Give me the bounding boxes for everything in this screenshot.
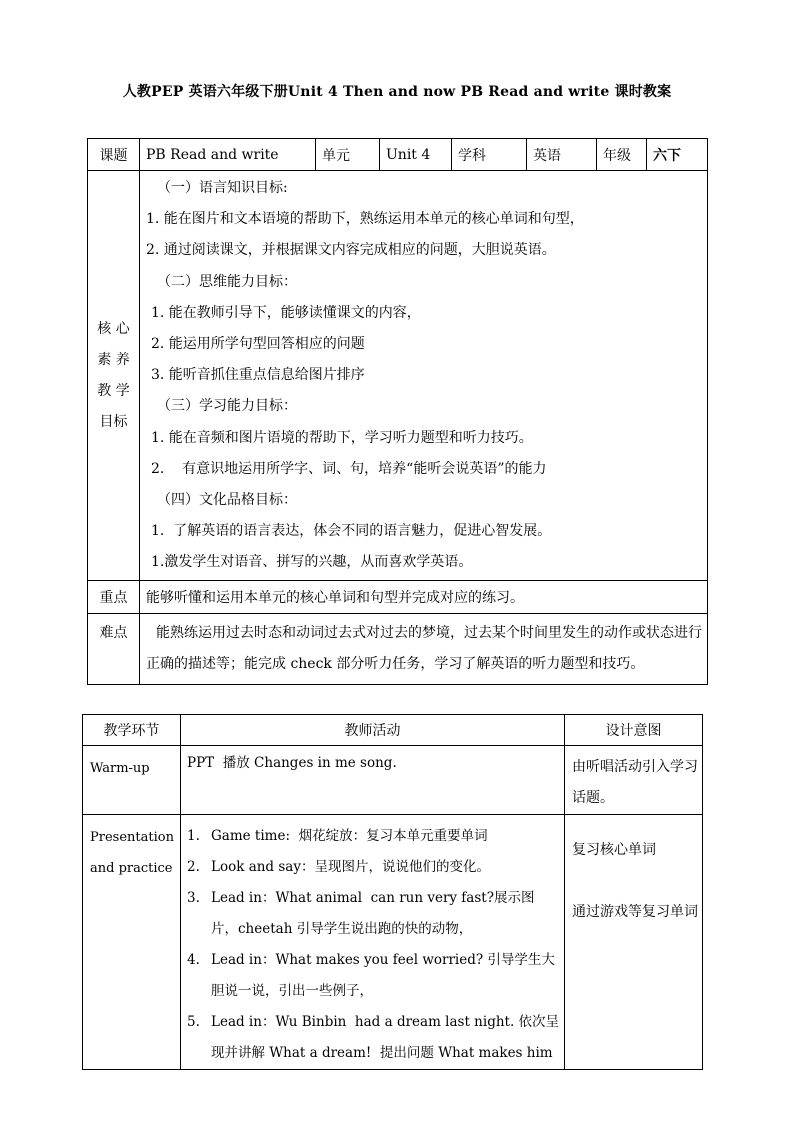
warmup-stage: Warm-up [83, 746, 181, 815]
objectives-label-line: 素 养 [97, 351, 130, 368]
intent-line: 复习核心单词 [572, 842, 656, 858]
activity-item [187, 852, 560, 883]
activity-item [187, 1007, 560, 1069]
objective-item: 2. 有意识地运用所学字、词、句，培养“能听会说英语”的能力 [151, 460, 547, 477]
lesson-info-table [87, 138, 708, 685]
activity-text: Game time: 烟花绽放：复习本单元重要单词 [211, 828, 488, 844]
activity-text: Look and say：呈现图片，说说他们的变化。 [211, 859, 490, 875]
page-title: 人教PEP 英语六年级下册Unit 4 Then and now PB Read and write 课时教案 [122, 84, 672, 100]
objective-heading: （一）语言知识目标: [157, 180, 288, 196]
intent-spacer [572, 866, 698, 897]
intent-line: 通过游戏等复习单词 [572, 904, 698, 920]
topic-value: PB Read and write [140, 139, 316, 171]
unit-label: 单元 [316, 139, 380, 171]
activity-text: Lead in：Wu Binbin had a dream last night. 依次呈现并讲解 What a dream! 提出问题 What makes him [211, 1014, 560, 1061]
objectives-label-line: 目标 [99, 413, 128, 430]
grade-label: 年级 [597, 139, 647, 171]
presentation-activities [181, 815, 565, 1070]
activity-text: Lead in：What animal can run very fast?展示图片，cheetah 引导学生说出跑的快的动物， [211, 890, 535, 937]
subject-label: 学科 [452, 139, 527, 171]
activity-number: 2. [187, 859, 200, 875]
objectives-label-line: 教 学 [97, 382, 130, 399]
teaching-process-table [82, 714, 703, 1070]
info-row [88, 139, 708, 171]
activity-number: 4. [187, 952, 200, 968]
objectives-content [140, 171, 708, 581]
objective-item: 2. 能运用所学句型回答相应的问题 [151, 335, 365, 352]
process-header-row [83, 715, 703, 746]
topic-label: 课题 [88, 139, 140, 171]
difficulty-text: 能熟练运用过去时态和动词过去式对过去的梦境，过去某个时间里发生的动作或状态进行正确的描述等；能完成 check 部分听力任务，学习了解英语的听力题型和技巧。 [140, 614, 708, 685]
activity-number: 1. [187, 828, 200, 844]
activity-item [187, 821, 560, 852]
activity-item [187, 883, 560, 945]
objective-heading: （二）思维能力目标： [157, 273, 297, 290]
activity-item [187, 945, 560, 1007]
difficulty-row [88, 614, 708, 685]
presentation-intent [565, 815, 703, 1070]
objective-item: 1. 能在教师引导下，能够读懂课文的内容， [151, 304, 421, 321]
objectives-row [88, 171, 708, 581]
objective-heading: （三）学习能力目标： [157, 398, 297, 415]
key-point-text: 能够听懂和运用本单元的核心单词和句型并完成对应的练习。 [140, 581, 708, 614]
objective-item: 2. 通过阅读课文，并根据课文内容完成相应的问题，大胆说英语。 [146, 242, 556, 259]
subject-value: 英语 [527, 139, 597, 171]
grade-value: 六下 [647, 139, 708, 171]
activity-header: 教师活动 [181, 715, 565, 746]
activity-number: 3. [187, 890, 200, 906]
key-point-label: 重点 [88, 581, 140, 614]
unit-value: Unit 4 [380, 139, 452, 171]
objectives-label [88, 171, 140, 581]
presentation-row [83, 815, 703, 1070]
warmup-activity: PPT 播放 Changes in me song. [181, 746, 565, 815]
objective-item: 1. 能在音频和图片语境的帮助下，学习听力题型和听力技巧。 [151, 429, 533, 446]
stage-header: 教学环节 [83, 715, 181, 746]
activity-text: Lead in：What makes you feel worried? 引导学生大胆说一说，引出一些例子， [211, 952, 555, 999]
warmup-intent: 由听唱活动引入学习话题。 [565, 746, 703, 815]
warmup-row [83, 746, 703, 815]
objective-item: 1. 了解英语的语言表达，体会不同的语言魅力，促进心智发展。 [151, 523, 552, 540]
objective-heading: （四）文化品格目标： [157, 491, 297, 508]
objectives-label-line: 核 心 [97, 320, 130, 337]
objective-item: 1.激发学生对语音、拼写的兴趣，从而喜欢学英语。 [151, 554, 473, 571]
key-point-row [88, 581, 708, 614]
objective-item: 1. 能在图片和文本语境的帮助下，熟练运用本单元的核心单词和句型， [146, 211, 584, 228]
difficulty-label: 难点 [88, 614, 140, 685]
activity-number: 5. [187, 1014, 200, 1030]
intent-header: 设计意图 [565, 715, 703, 746]
objective-item: 3. 能听音抓住重点信息给图片排序 [151, 367, 365, 384]
presentation-stage: Presentation and practice [83, 815, 181, 1070]
